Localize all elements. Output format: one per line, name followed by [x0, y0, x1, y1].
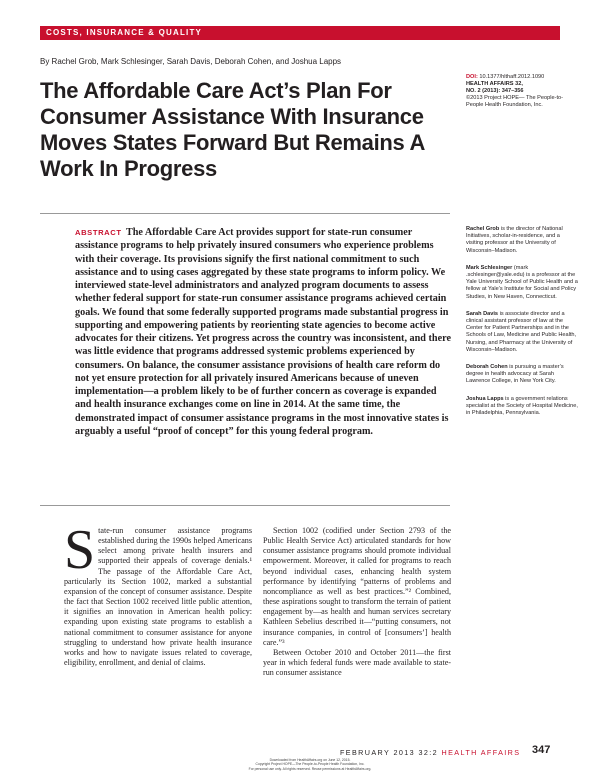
journal-citation: HEALTH AFFAIRS 32, [466, 81, 523, 87]
download-notice [200, 758, 420, 771]
body-paragraph: Section 1002 (codified under Section 2793 of the Public Health Service Act) articulated standards for how consumer assistance programs should promote individual empowerment. Moreover, it called for programs to reach beyond individual cases, enhancing health system performance by identifying “patterns of problems and noncompliance as well as best practices.”² Combined, these aspirations sought to transform the terrain of patient engagement by—as health and human services secretary Kathleen Sebelius described it—“putting consumers, not insurance companies, in control of [consumers’] health care.”³ [263, 526, 451, 647]
copyright-notice: ©2013 Project HOPE— The People-to-People Health Foundation, Inc. [466, 95, 563, 108]
download-line: For personal use only. All rights reserved. Reuse permissions at HealthAffairs.org. [248, 766, 372, 771]
abstract [75, 226, 452, 438]
drop-cap: S [64, 519, 96, 581]
body-column-2 [263, 526, 451, 678]
bio-name: Rachel Grob [466, 226, 500, 232]
bio-name: Mark Schlesinger [466, 264, 513, 271]
author-byline: By Rachel Grob, Mark Schlesinger, Sarah Davis, Deborah Cohen, and Joshua Lapps [40, 57, 342, 66]
body-column-1 [64, 519, 252, 668]
doi-label: DOI: [466, 74, 478, 80]
section-label: COSTS, INSURANCE & QUALITY [40, 26, 560, 40]
footer-journal-name: HEALTH AFFAIRS [441, 748, 521, 757]
bio-name: Joshua Lapps [466, 395, 504, 402]
page-number: 347 [532, 744, 551, 756]
author-bio [466, 396, 578, 418]
author-bios [466, 226, 578, 427]
author-bio [466, 265, 578, 301]
bio-name: Deborah Cohen [466, 364, 508, 371]
footer-issue-date: FEBRUARY 2013 [340, 748, 416, 757]
issue-citation: NO. 2 (2013): 347–356 [466, 88, 524, 94]
bio-text: is pursuing a master’s degree in health advocacy at Sarah Lawrence College, in New York City. [466, 364, 564, 385]
bio-text: (mark .schlesinger@yale.edu) is a professor at the Yale University School of Public Health and a fellow at Yale’s Institute for Social and Policy Studies, in New Haven, Connecticut. [466, 264, 578, 300]
author-bio [466, 364, 578, 386]
bio-text: is associate director and a clinical assistant professor of law at the Center for Patient Partnerships and in the Schools of Law, Medicine and Public Health, Nursing, and Pharmacy at the University of Wisconsin–Madison. [466, 310, 577, 353]
body-paragraph: tate-run consumer assistance programs established during the 1990s helped Americans select among private health insurers and supported their appeals of coverage denials.¹ The passage of the Affordable Care Act, particularly its Section 1002, marked a substantial expansion of the concept of consumer assistance. Despite the fact that Section 1002 received little public attention, it signifies an innovation in American health policy: expanding upon existing state programs to establish a national commitment to consumer assistance for anyone struggling to understand how private health insurance works and how to navigate issues related to coverage, eligibility, enrollment, and denial of claims. [64, 526, 252, 668]
bio-text: is the director of National Initiatives, scholar-in-residence, and a visiting professor at the University of Wisconsin–Madison. [466, 226, 563, 254]
article-title: The Affordable Care Act’s Plan For Consumer Assistance With Insurance Moves States Forward But Remains A Work In Progress [40, 78, 425, 181]
download-line: Downloaded from HealthAffairs.org on June 12, 2015. [269, 758, 351, 762]
footer-volume: 32:2 [418, 748, 439, 757]
body-paragraph: Between October 2010 and October 2011—the first year in which federal funds were made available to state-run consumer assistance [263, 647, 451, 678]
bio-text: is a government relations specialist at the Society of Hospital Medicine, in Philadelphia, Pennsylvania. [466, 395, 578, 417]
article-metadata [466, 74, 576, 109]
abstract-text: The Affordable Care Act provides support for state-run consumer assistance programs to help privately insured consumers who experience problems with their coverage. Its provisions signify the first national commitment to such assistance and to using cases aggregated by these state programs to inform policy. We interviewed state-level administrators and analyzed program documents to assess whether federal support for state-run consumer assistance programs achieved certain goals. We found that some federally supported programs made substantial progress in supporting and empowering patients by reorienting state agencies to become active advocates for their citizens. Yet progress across the country was inconsistent, and there was little evidence that programs addressed systemic problems experienced by consumers. On balance, the consumer assistance provisions of health care reform do not yet ensure protection for all privately insured Americans because of uneven implementation—a problem likely to be of further concern as coverage is expanded and health insurance exchanges come on line in 2014. At the same time, the demonstrated impact of consumer assistance programs in the most innovative states is arguably a useful “proof of concept” for this young federal program. [75, 227, 451, 437]
abstract-label: ABSTRACT [75, 228, 122, 237]
author-bio [466, 311, 578, 354]
abstract-top-rule [40, 213, 450, 214]
author-bio [466, 226, 578, 255]
download-line: Copyright Project HOPE—The People-to-People Health Foundation, Inc. [255, 762, 365, 767]
abstract-bottom-rule [40, 505, 450, 506]
doi-value[interactable]: 10.1377/hlthaff.2012.1090 [479, 74, 545, 80]
bio-name: Sarah Davis [466, 310, 499, 317]
